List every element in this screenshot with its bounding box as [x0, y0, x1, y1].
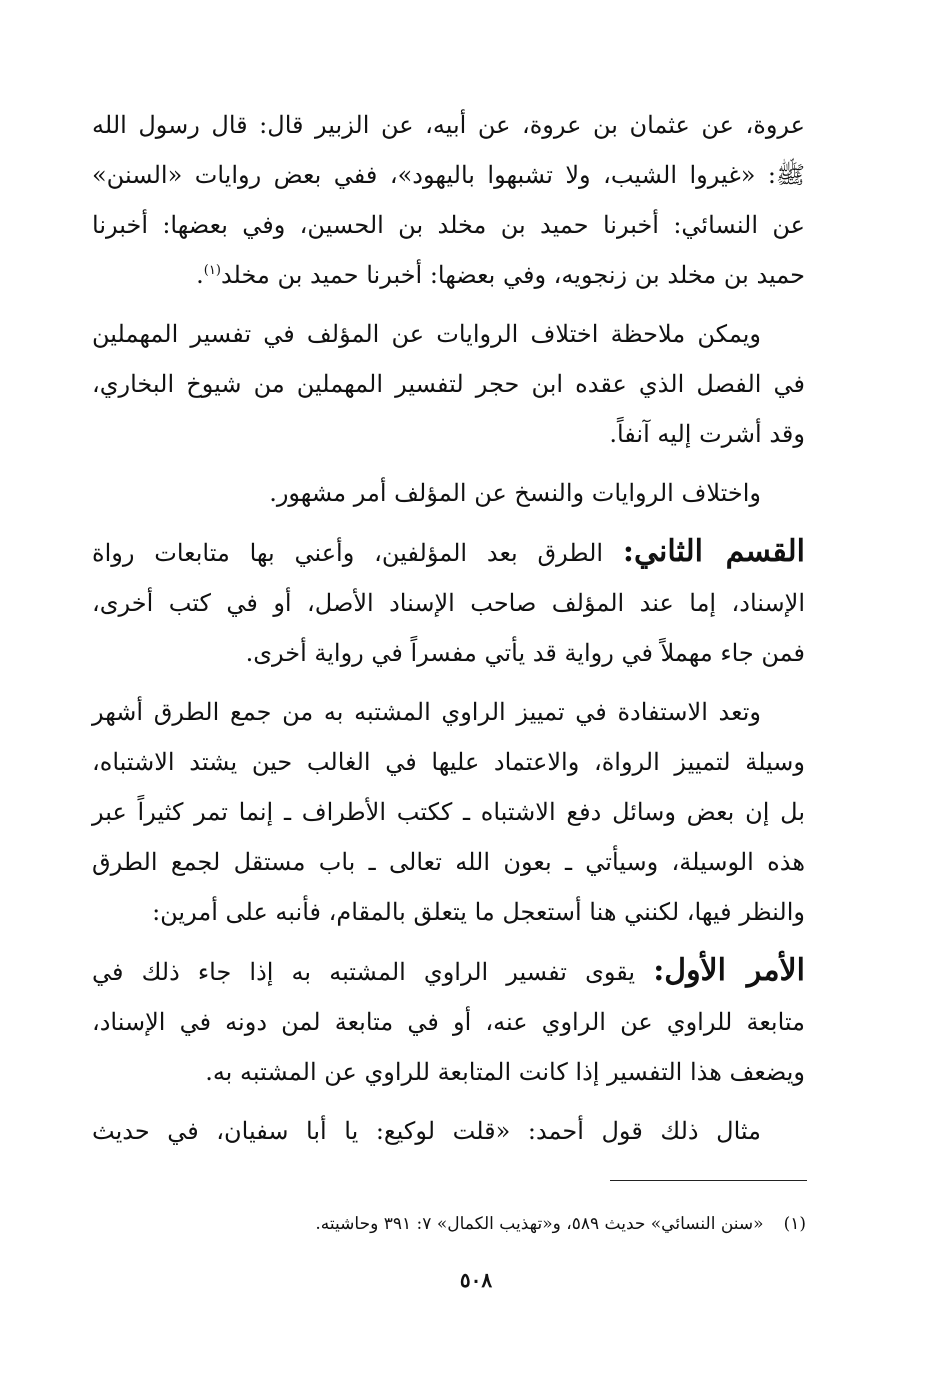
text-line: عروة، عن عثمان بن عروة، عن أبيه، عن الزبير قال: قال رسول الله [92, 111, 805, 139]
text-line: الإسناد، إما عند المؤلف صاحب الإسناد الأصل، أو في كتب أخرى، [92, 589, 805, 617]
text-line: عن النسائي: أخبرنا حميد بن مخلد بن الحسين، وفي بعضها: أخبرنا [92, 211, 805, 239]
text-line: وقد أشرت إليه آنفاً. [609, 420, 805, 448]
text-line: والنظر فيها، لكنني هنا أستعجل ما يتعلق بالمقام، فأنبه على أمرين: [152, 898, 805, 926]
paragraph-2 [92, 309, 805, 459]
text-line: ويضعف هذا التفسير إذا كانت المتابعة للراوي عن المشتبه به. [205, 1058, 805, 1086]
footnote-number: (١) [783, 1214, 806, 1234]
paragraph-7 [92, 1106, 805, 1156]
text-line [92, 527, 805, 578]
page-number: ٥٠٨ [459, 1268, 493, 1292]
paragraph-3 [92, 468, 805, 518]
text-line: بل إن بعض وسائل دفع الاشتباه ـ ككتب الأطراف ـ إنما تمر كثيراً عبر [92, 798, 805, 826]
paragraph-5 [92, 687, 805, 937]
text-line [92, 946, 805, 997]
period-mark: . [196, 261, 204, 289]
text-line [92, 250, 805, 300]
text-segment: يقوى تفسير الراوي المشتبه به إذا جاء ذلك في [92, 958, 636, 986]
text-line: هذه الوسيلة، وسيأتي ـ بعون الله تعالى ـ باب مستقل لجمع الطرق [92, 848, 806, 876]
text-line: وتعد الاستفادة في تمييز الراوي المشتبه به من جمع الطرق أشهر [92, 698, 761, 726]
paragraph-1 [92, 100, 805, 300]
paragraph-section-two [92, 527, 805, 678]
text-line: ﷺ: «غيروا الشيب، ولا تشبهوا باليهود»، ففي بعض روايات «السنن» [92, 161, 805, 189]
text-line: وسيلة لتمييز الرواة، والاعتماد عليها في الغالب حين يشتد الاشتباه، [92, 748, 805, 776]
paragraph-first-matter [92, 946, 805, 1097]
text-segment: الطرق بعد المؤلفين، وأعني بها متابعات رواة [92, 539, 604, 567]
footnote-separator [610, 1180, 807, 1181]
text-line: واختلاف الروايات والنسخ عن المؤلف أمر مشهور. [269, 479, 761, 507]
text-line: ويمكن ملاحظة اختلاف الروايات عن المؤلف في تفسير المهملين [92, 320, 761, 348]
text-line: فمن جاء مهملاً في رواية قد يأتي مفسراً في رواية أخرى. [245, 639, 805, 667]
footnote [315, 1210, 806, 1238]
section-heading: القسم الثاني: [622, 534, 805, 569]
footnote-text: «سنن النسائي» حديث ٥٨٩، و«تهذيب الكمال» ٧: ٣٩١ وحاشيته. [315, 1214, 764, 1234]
text-line: مثال ذلك قول أحمد: «قلت لوكيع: يا أبا سفيان، في حديث [92, 1117, 761, 1145]
page-body [92, 100, 805, 1165]
text-line: في الفصل الذي عقده ابن حجر لتفسير المهملين من شيوخ البخاري، [92, 370, 805, 398]
section-heading: الأمر الأول: [653, 953, 805, 988]
text-line: متابعة للراوي عن الراوي عنه، أو في متابعة لمن دونه في الإسناد، [92, 1008, 805, 1036]
text-segment: حميد بن مخلد بن زنجويه، وفي بعضها: أخبرنا حميد بن مخلد [220, 261, 805, 289]
footnote-ref[interactable]: (١) [203, 263, 221, 278]
